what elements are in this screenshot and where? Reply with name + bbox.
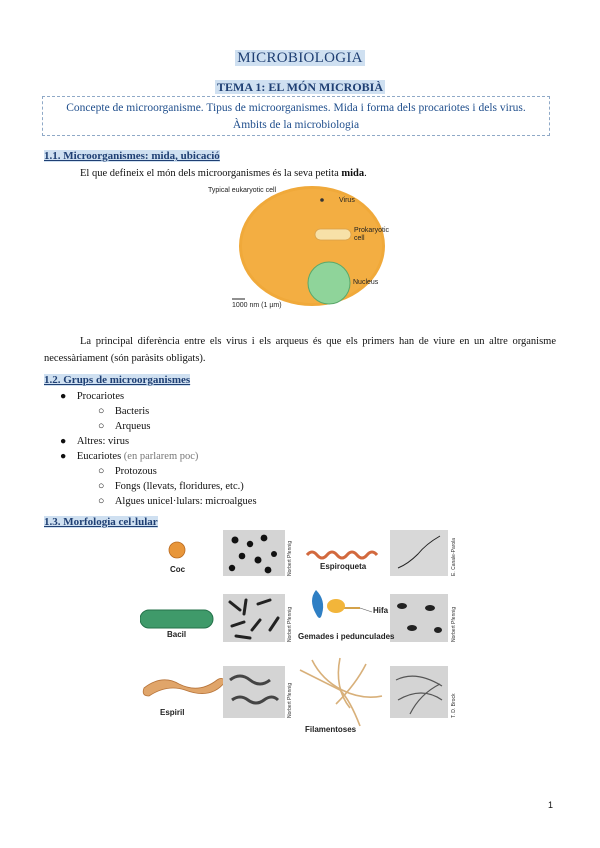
list-item: ● Altres: virus (60, 436, 130, 447)
intro-bold-word: mida (341, 168, 365, 179)
chapter-summary-box (42, 96, 550, 136)
groups-list (60, 389, 257, 509)
list-item: ○ Arqueus (98, 421, 151, 432)
nucleus-shape (308, 262, 350, 304)
page-title: MICROBIOLOGIA (237, 50, 363, 66)
label-coc: Coc (170, 565, 186, 574)
budding-cell-shape (312, 590, 323, 618)
credit-4: E. Canale-Parola (451, 537, 457, 576)
section-heading-1-3: 1.3. Morfologia cel·lular (44, 516, 158, 528)
eukaryotic-cell-label: Typical eukaryotic cell (208, 187, 277, 194)
filamentous-shape (300, 658, 382, 726)
page-number: 1 (548, 800, 554, 810)
label-gemades: Gemades i pedunculades (298, 632, 395, 641)
coccus-shape (169, 542, 185, 558)
label-espiril: Espiril (160, 708, 185, 717)
credit-1: Norbert Pfennig (287, 540, 293, 576)
bacillus-shape (140, 610, 213, 628)
chapter-title: TEMA 1: EL MÓN MICROBIÀ (216, 80, 383, 94)
micrograph-bacilli (223, 594, 285, 642)
section-heading-1-2: 1.2. Grups de microorganismes (44, 374, 191, 386)
label-filamentoses: Filamentoses (305, 725, 357, 734)
scale-label: 1000 nm (1 µm) (232, 302, 282, 309)
nucleus-label: Nucleus (353, 279, 379, 286)
hifa-pointer (360, 608, 372, 612)
section-1-1-paragraph: La principal diferència entre els virus i els arqueus és que els primers han de viure en un altre organisme necessàriament (són paràsits obligats). (44, 336, 556, 364)
summary-line-1: Concepte de microorganisme. Tipus de microorganismes. Mida i forma dels procariotes i dels virus. (66, 102, 526, 114)
list-item: ○ Fongs (llevats, floridures, etc.) (98, 481, 244, 492)
list-item: ○ Bacteris (98, 406, 150, 417)
spirochete-shape (307, 552, 377, 558)
stalked-cell-shape (327, 599, 345, 613)
virus-dot (320, 198, 324, 202)
section-heading-1-1: 1.1. Microorganismes: mida, ubicació (44, 150, 220, 162)
credit-3: Norbert Pfennig (287, 682, 293, 718)
cell-size-figure (205, 184, 385, 314)
list-item: ○ Protozous (98, 466, 157, 477)
label-espiroqueta: Espiroqueta (320, 562, 367, 571)
virus-label: Virus (339, 197, 355, 204)
section-1-1-intro: El que defineix el món dels microorganismes és la seva petita mida. (80, 168, 367, 179)
label-bacil: Bacil (167, 630, 187, 639)
list-item: ● Procariotes (60, 391, 125, 402)
credit-5: Norbert Pfennig (451, 606, 457, 642)
credit-2: Norbert Pfennig (287, 606, 293, 642)
credit-6: T. D. Brock (451, 693, 457, 718)
label-hifa: Hifa (373, 606, 389, 615)
prokaryotic-label: Prokaryotic cell (354, 227, 390, 242)
list-item: ○ Algues unicel·lulars: microalgues (98, 496, 257, 507)
micrograph-budding (390, 594, 448, 642)
summary-line-2: Àmbits de la microbiologia (232, 119, 360, 131)
list-item: ● Eucariotes (en parlarem poc) (60, 451, 199, 462)
micrograph-filaments (390, 666, 448, 718)
spirillum-shape (143, 678, 225, 696)
micrograph-spirilla (223, 666, 285, 718)
prokaryotic-cell-shape (315, 229, 351, 240)
